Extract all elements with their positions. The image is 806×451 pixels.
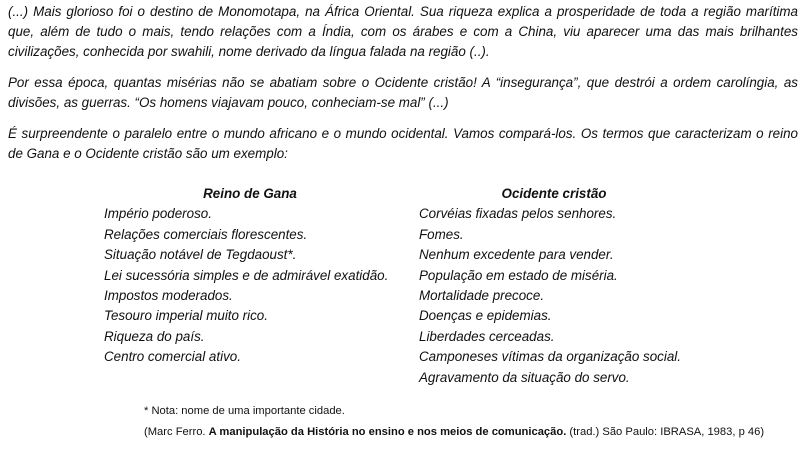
column-heading: Ocidente cristão	[501, 186, 607, 201]
list-item: Riqueza do país.	[104, 328, 205, 344]
list-item: Impostos moderados.	[104, 288, 233, 304]
list-item: Situação notável de Tegdaoust*.	[104, 247, 297, 263]
source-prefix: (Marc Ferro.	[144, 426, 209, 438]
list-item: Tesouro imperial muito rico.	[104, 308, 268, 324]
list-item: População em estado de miséria.	[419, 267, 618, 283]
list-item: Império poderoso.	[104, 206, 212, 222]
paragraph-paralelo: É surpreendente o paralelo entre o mundo africano e o mundo ocidental. Vamos compará-los. Os termos que caracterizam o reino de Gana e o Ocidente cristão são um exemplo:	[8, 126, 798, 161]
list-item: Relações comerciais florescentes.	[104, 226, 308, 242]
paragraph-monomotapa: (...) Mais glorioso foi o destino de Monomotapa, na África Oriental. Sua riqueza explica a prosperidade de toda a região marítima que, além de tudo o mais, tendo relações com a Índia, com os árabes e com a China, viu aparecer uma das mais brilhantes civilizações, conhecida por swahili, nome derivado da língua falada na região (..).	[8, 4, 798, 59]
source-citation	[144, 424, 764, 440]
footnote: * Nota: nome de uma importante cidade.	[144, 405, 345, 417]
list-item: Doenças e epidemias.	[419, 308, 552, 324]
source-suffix: (trad.) São Paulo: IBRASA, 1983, p 46)	[566, 426, 765, 438]
list-item: Liberdades cerceadas.	[419, 328, 555, 344]
column-reino-de-gana	[104, 184, 404, 368]
list-item: Lei sucessória simples e de admirável exatidão.	[104, 267, 389, 283]
list-item: Camponeses vítimas da organização social.	[419, 349, 681, 365]
column-ocidente-cristao	[419, 184, 719, 388]
list-item: Corvéias fixadas pelos senhores.	[419, 206, 617, 222]
list-item: Nenhum excedente para vender.	[419, 247, 614, 263]
list-item: Mortalidade precoce.	[419, 288, 545, 304]
paragraph-ocidente: Por essa época, quantas misérias não se abatiam sobre o Ocidente cristão! A “insegurança”, que destrói a ordem carolíngia, as divisões, as guerras. “Os homens viajavam pouco, conheciam-se mal” (...)	[8, 75, 798, 110]
list-item: Fomes.	[419, 226, 464, 242]
source-title: A manipulação da História no ensino e nos meios de comunicação.	[208, 426, 567, 438]
list-item: Centro comercial ativo.	[104, 349, 241, 365]
column-heading: Reino de Gana	[203, 186, 297, 201]
list-item: Agravamento da situação do servo.	[419, 369, 630, 385]
